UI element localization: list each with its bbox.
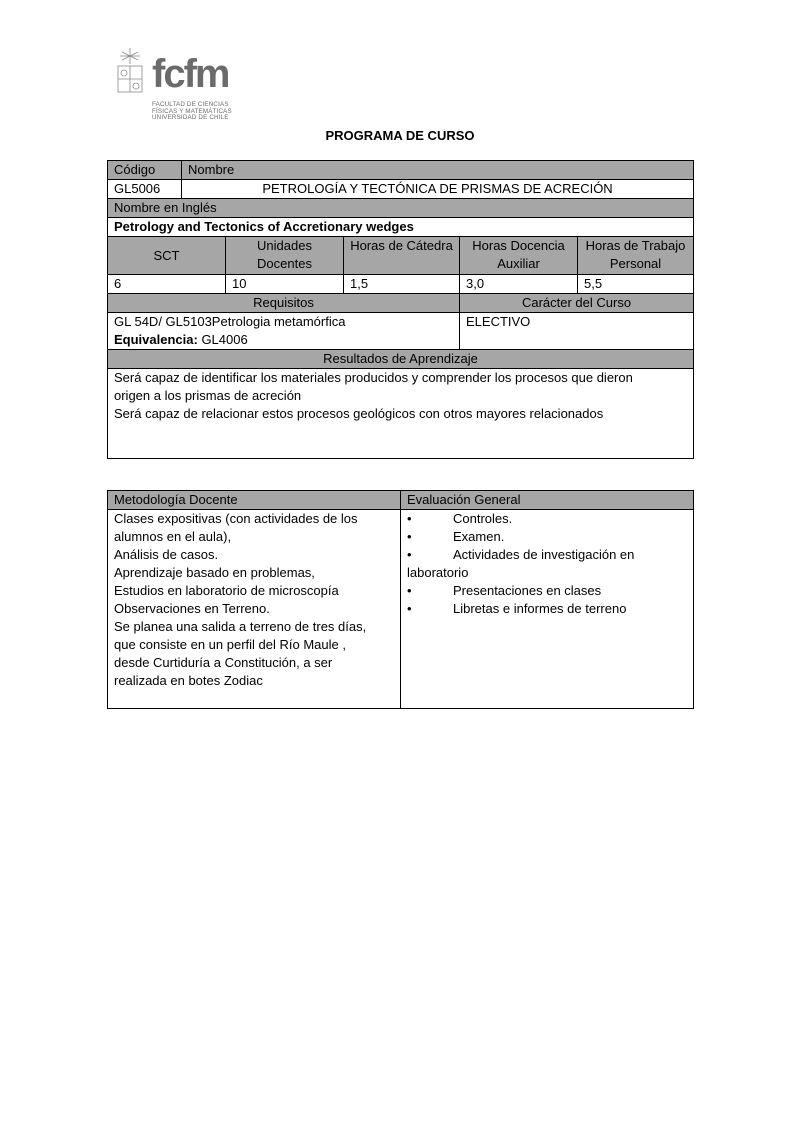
evaluacion-item-wrap: laboratorio	[407, 565, 469, 580]
evaluacion-item: • Controles.	[407, 511, 513, 526]
resultados-line: Será capaz de relacionar estos procesos geológicos con otros mayores relacionados	[114, 406, 604, 421]
bullet-icon: •	[407, 601, 412, 616]
logo-subtitle-line: FÍSICAS Y MATEMÁTICAS	[152, 107, 232, 115]
metodologia-line: desde Curtiduría a Constitución, a ser	[114, 655, 333, 670]
metodologia-line: Análisis de casos.	[114, 547, 219, 562]
credits-value-unidades: 10	[226, 275, 344, 294]
evaluacion-item: • Actividades de investigación en	[407, 547, 635, 562]
metodologia-line: Clases expositivas (con actividades de los	[114, 511, 358, 526]
caracter-label: Carácter del Curso	[460, 294, 694, 313]
credits-header-personal: Horas de Trabajo Personal	[578, 237, 694, 275]
evaluacion-item: • Examen.	[407, 529, 505, 544]
document-title: PROGRAMA DE CURSO	[325, 128, 475, 143]
caracter-value: ELECTIVO	[460, 313, 694, 350]
course-code: GL5006	[108, 180, 182, 199]
bullet-icon: •	[407, 511, 412, 526]
logo-subtitle-line: UNIVERSIDAD DE CHILE	[152, 114, 229, 122]
english-name: Petrology and Tectonics of Accretionary wedges	[108, 218, 694, 237]
nombre-label: Nombre	[182, 161, 694, 180]
credits-value-sct: 6	[108, 275, 226, 294]
credits-value-auxiliar: 3,0	[460, 275, 578, 294]
metodologia-line: Aprendizaje basado en problemas,	[114, 565, 315, 580]
resultados-cell	[108, 369, 694, 459]
evaluacion-cell	[401, 510, 694, 709]
metodologia-line: Observaciones en Terreno.	[114, 601, 270, 616]
logo-subtitle-line: FACULTAD DE CIENCIAS	[152, 101, 229, 108]
requisitos-label: Requisitos	[108, 294, 460, 313]
equivalencia-label: Equivalencia:	[114, 332, 198, 347]
resultados-label: Resultados de Aprendizaje	[108, 350, 694, 369]
codigo-label: Código	[108, 161, 182, 180]
bullet-icon: •	[407, 529, 412, 544]
metodologia-line: que consiste en un perfil del Río Maule ,	[114, 637, 346, 652]
metodologia-cell	[108, 510, 401, 709]
logo-subtitle	[152, 102, 232, 122]
evaluacion-label: Evaluación General	[401, 491, 694, 510]
english-name-label: Nombre en Inglés	[108, 199, 694, 218]
resultados-line: Será capaz de identificar los materiales producidos y comprender los procesos que dieron	[114, 370, 633, 385]
course-name: PETROLOGÍA Y TECTÓNICA DE PRISMAS DE ACRECIÓN	[182, 180, 694, 199]
university-shield-icon	[112, 46, 148, 98]
credits-header-sct: SCT	[108, 237, 226, 275]
credits-header-catedra: Horas de Cátedra	[344, 237, 460, 275]
credits-header-auxiliar: Horas Docencia Auxiliar	[460, 237, 578, 275]
credits-value-catedra: 1,5	[344, 275, 460, 294]
metodologia-line: Estudios en laboratorio de microscopía	[114, 583, 339, 598]
bullet-icon: •	[407, 583, 412, 598]
credits-header-unidades: Unidades Docentes	[226, 237, 344, 275]
requisitos-text: GL 54D/ GL5103Petrologia metamórfica	[114, 314, 346, 329]
methodology-table	[107, 490, 694, 709]
equivalencia-value: GL4006	[201, 332, 248, 347]
metodologia-line: realizada en botes Zodiac	[114, 673, 263, 688]
fcfm-logo	[112, 46, 252, 130]
course-info-table	[107, 160, 694, 459]
logo-wordmark: fcfm	[152, 52, 229, 96]
metodologia-line: alumnos en el aula),	[114, 529, 232, 544]
resultados-line: origen a los prismas de acreción	[114, 388, 302, 403]
bullet-icon: •	[407, 547, 412, 562]
equivalencia-line	[114, 331, 453, 349]
metodologia-line: Se planea una salida a terreno de tres días,	[114, 619, 367, 634]
metodologia-label: Metodología Docente	[108, 491, 401, 510]
evaluacion-item: • Libretas e informes de terreno	[407, 601, 627, 616]
requisitos-cell	[108, 313, 460, 350]
evaluacion-item: • Presentaciones en clases	[407, 583, 602, 598]
credits-value-personal: 5,5	[578, 275, 694, 294]
